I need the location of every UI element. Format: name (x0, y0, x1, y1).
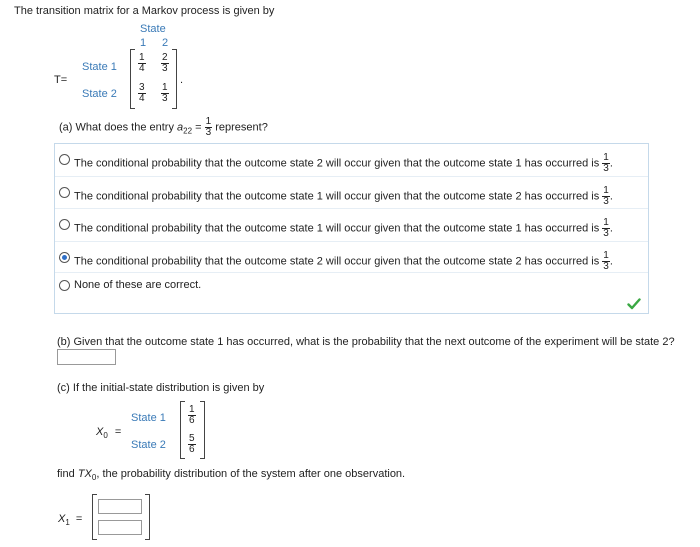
x0-row-label-2: State 2 (131, 439, 166, 451)
radio-option-3[interactable] (59, 219, 70, 230)
matrix-T-label: T= (54, 74, 68, 86)
option-3-text: The conditional probability that the outcome state 1 will occur given that the outcome state 1 has occurred is $\frac{1}{3}$ . (74, 217, 613, 239)
part-c-intro: (c) If the initial-state distribution is given by (57, 382, 265, 394)
matrix-period: . (180, 74, 184, 86)
part-b-answer-input[interactable] (57, 349, 116, 365)
x0-row-label-1: State 1 (131, 412, 166, 424)
x1-state-1-input[interactable] (98, 499, 142, 514)
matrix-row-label-1: State 1 (82, 61, 117, 73)
option-4-text: The conditional probability that the outcome state 2 will occur given that the outcome state 2 has occurred is $\frac{1}{3}$ . (74, 250, 613, 272)
x1-right-bracket (145, 494, 150, 540)
matrix-state-header: State (140, 23, 166, 35)
matrix-cell-1-1: $\frac{1}{4}$ (139, 52, 145, 74)
radio-option-4-selected[interactable] (59, 252, 70, 263)
part-a-question: (a) What does the entry $a_{22}$ = $\frac{1}{3}$ represent? (59, 116, 268, 138)
option-2-text: The conditional probability that the outcome state 1 will occur given that the outcome state 2 has occurred is $\frac{1}{3}$ . (74, 185, 613, 207)
x1-label: $X_1$ = (58, 513, 83, 528)
x0-right-bracket (200, 401, 205, 459)
matrix-left-bracket (130, 49, 135, 109)
matrix-col-label-1: 1 (140, 37, 147, 49)
radio-option-1[interactable] (59, 154, 70, 165)
matrix-cell-2-2: $\frac{1}{3}$ (162, 82, 168, 104)
matrix-cell-2-1: $\frac{3}{4}$ (139, 82, 145, 104)
problem-intro: The transition matrix for a Markov process is given by (14, 5, 275, 17)
option-5-text: None of these are correct. (74, 279, 202, 291)
x1-left-bracket (92, 494, 97, 540)
matrix-col-label-2: 2 (162, 37, 169, 49)
x0-value-1: $\frac{1}{6}$ (189, 404, 195, 426)
matrix-cell-1-2: $\frac{2}{3}$ (162, 52, 168, 74)
option-1-text: The conditional probability that the outcome state 2 will occur given that the outcome state 1 has occurred is $\frac{1}{3}$ . (74, 152, 613, 174)
part-c-find-text: find $TX_0$, the probability distribution of the system after one observation. (57, 468, 406, 483)
matrix-row-label-2: State 2 (82, 88, 117, 100)
x1-state-2-input[interactable] (98, 520, 142, 535)
correct-check-icon (627, 298, 641, 310)
x0-left-bracket (180, 401, 185, 459)
radio-option-2[interactable] (59, 187, 70, 198)
part-b-question: (b) Given that the outcome state 1 has occurred, what is the probability that the next outcome of the experiment will be state 2? (57, 336, 675, 348)
radio-option-5[interactable] (59, 280, 70, 291)
x0-label: $X_0$ = (96, 426, 122, 441)
x0-value-2: $\frac{5}{6}$ (189, 433, 195, 455)
matrix-right-bracket (172, 49, 177, 109)
